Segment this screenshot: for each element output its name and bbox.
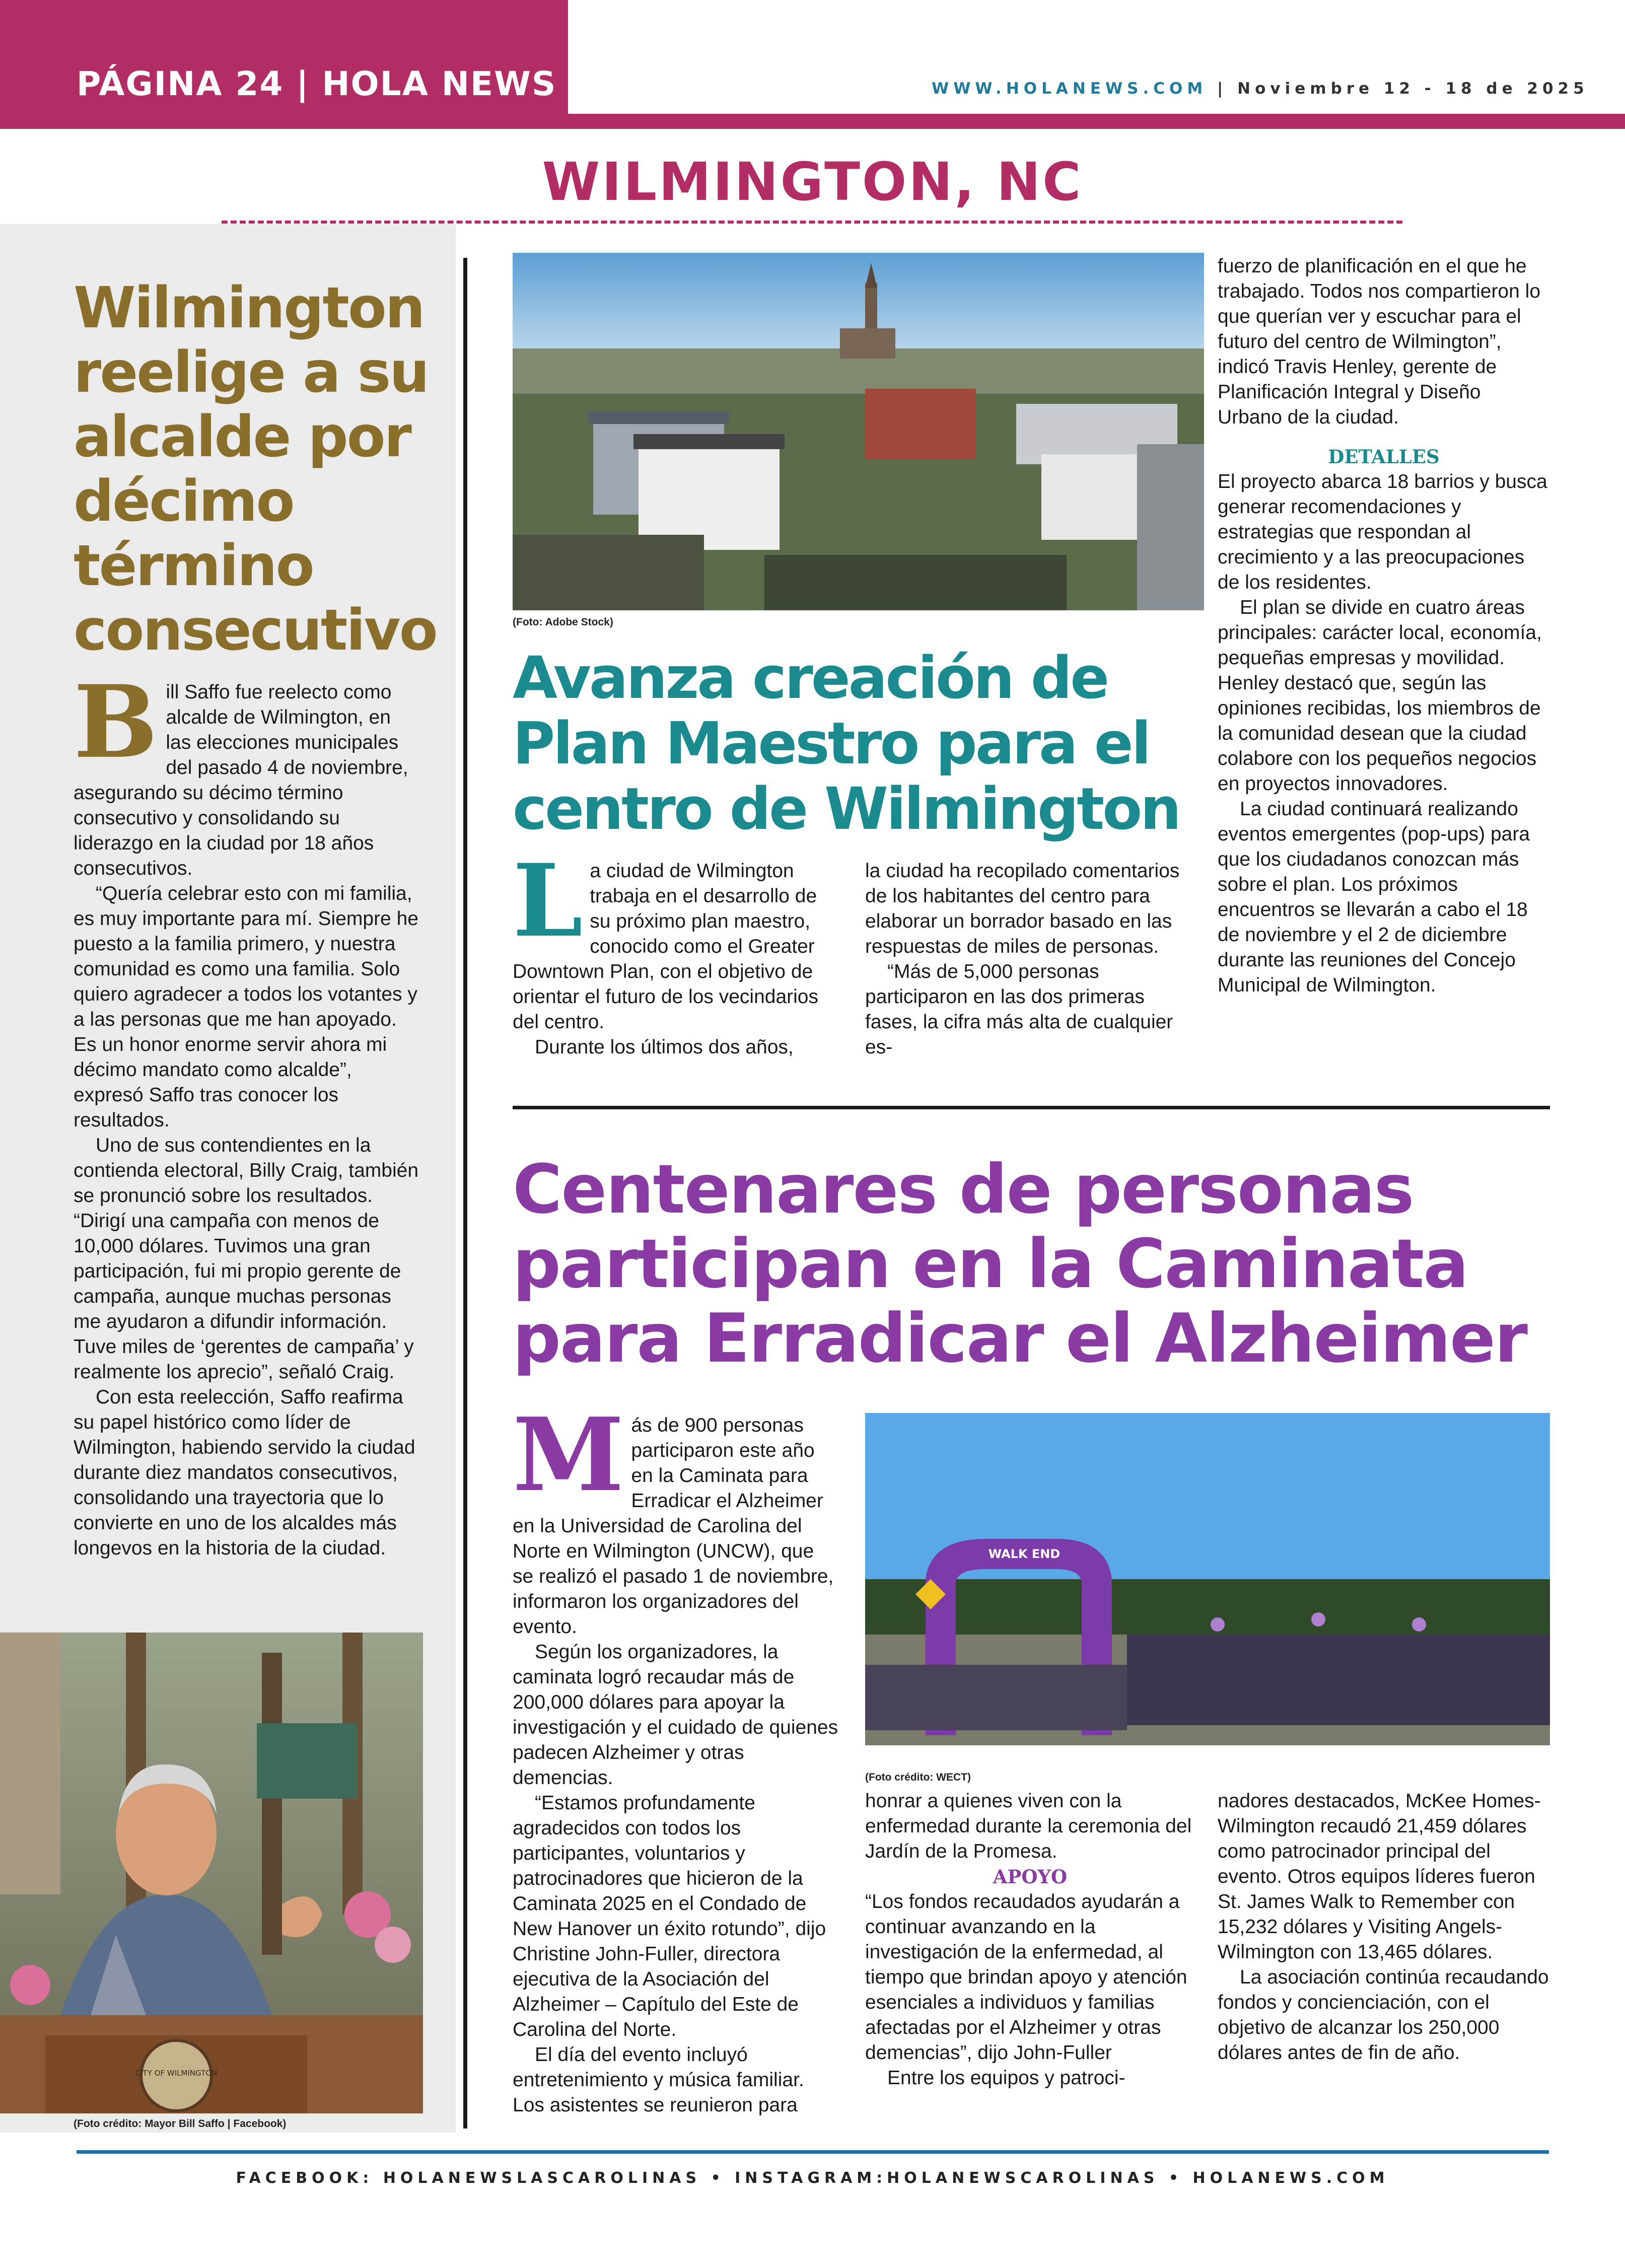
- downtown-photo: [513, 253, 1204, 610]
- article3-paragraph: Entre los equipos y patroci-: [887, 2067, 1125, 2089]
- mayor-photo-caption: (Foto crédito: Mayor Bill Saffo | Facebook): [74, 2118, 287, 2130]
- article1-paragraph: “Quería celebrar esto con mi familia, es muy importante para mí. Siempre he puesto a la familia primero, y nuestra comunidad es como una familia. Solo quiero agradecer a todos los votantes y a las personas que me han apoyado. Es un honor enorme servir ahora mi décimo mandato como alcalde”, expresó Saffo tras conocer los resultados.: [74, 883, 418, 1131]
- article2-headline: Avanza creación de Plan Maestro para el centro de Wilmington: [513, 645, 1180, 843]
- downtown-photo-caption: (Foto: Adobe Stock): [513, 616, 613, 628]
- article2-lead-text: a ciudad de Wilmington trabaja en el desarrollo de su próximo plan maestro, conocido como el Greater Downtown Plan, con el objetivo de orientar el futuro de los vecindarios del centro.: [513, 860, 818, 1033]
- walk-photo: [865, 1413, 1550, 1745]
- article1-lead-text: ill Saffo fue reelecto como alcalde de Wilmington, en las elecciones municipales del pasado 4 de noviembre, asegurando su décimo término consecutivo y consolidando su liderazgo en la ciudad por 18 años consecutivos.: [74, 681, 408, 879]
- article2-col-a: [513, 842, 842, 1060]
- meta-separator: |: [1207, 80, 1238, 98]
- article3-col-c: [1218, 1789, 1550, 2066]
- arch-text: WALK END: [988, 1547, 1061, 1561]
- section-title: WILMINGTON, NC: [542, 151, 1083, 212]
- article1-paragraph: Con esta reelección, Saffo reafirma su papel histórico como líder de Wilmington, habiendo servido la ciudad durante diez mandatos consecutivos, consolidando una trayectoria que lo convierte en uno de los alcaldes más longevos en la historia de la ciudad.: [74, 1386, 415, 1559]
- mayor-photo-image: [0, 1633, 423, 2113]
- article3-paragraph: nadores destacados, McKee Homes-Wilmington recaudó 21,459 dólares como patrocinador principal del evento. Otros equipos líderes fueron St. James Walk to Remember con 15,232 dólares y Visiting Angels-Wilmington con 13,465 dólares.: [1218, 1790, 1541, 1963]
- article3-paragraph: Según los organizadores, la caminata logró recaudar más de 200,000 dólares para apoyar la investigación y el cuidado de quienes padecen Alzheimer y otras demencias.: [513, 1641, 838, 1789]
- article3-lead: [513, 1396, 840, 1640]
- column-divider: [463, 258, 467, 2129]
- article1-body: [74, 663, 421, 1561]
- article2-paragraph: “Más de 5,000 personas participaron en las dos primeras fases, la cifra más alta de cualquier es-: [865, 961, 1173, 1058]
- footer-social: FACEBOOK: HOLANEWSLASCAROLINAS • INSTAGRAM:HOLANEWSCAROLINAS • HOLANEWS.COM: [236, 2169, 1389, 2187]
- issue-date: Noviembre 12 - 18 de 2025: [1237, 80, 1589, 98]
- article2-col-c: [1218, 254, 1550, 998]
- article2-paragraph: la ciudad ha recopilado comentarios de los habitantes del centro para elaborar un borrador basado en las respuestas de miles de personas.: [865, 860, 1180, 957]
- article2-subhead: DETALLES: [1328, 446, 1440, 468]
- article3-paragraph: El día del evento incluyó entretenimiento y música familiar. Los asistentes se reunieron para: [513, 2044, 804, 2116]
- downtown-photo-image: [513, 253, 1204, 610]
- article2-paragraph: El proyecto abarca 18 barrios y busca generar recomendaciones y estrategias que respondan al crecimiento y a las preocupaciones de los residentes.: [1218, 471, 1547, 593]
- article3-dropcap: M: [513, 1396, 624, 1514]
- article1-lead: [74, 663, 421, 881]
- mayor-photo: [0, 1633, 423, 2113]
- walk-photo-image: [865, 1413, 1550, 1745]
- footer-rule: [77, 2150, 1549, 2154]
- article2-paragraph: La ciudad continuará realizando eventos emergentes (pop-ups) para que los ciudadanos conozcan más sobre el plan. Los próximos encuentros se llevarán a cabo el 18 de noviembre y el 2 de diciembre durante las reuniones del Concejo Municipal de Wilmington.: [1218, 798, 1530, 996]
- header-rule: [0, 114, 1625, 129]
- article2-paragraph: Durante los últimos dos años,: [535, 1036, 794, 1058]
- article3-paragraph: “Estamos profundamente agradecidos con todos los participantes, voluntarios y patrocinadores que hicieron de la Caminata 2025 en el Condado de New Hanover un éxito rotundo”, dijo Christine John-Fuller, directora ejecutiva de la Asociación del Alzheimer – Capítulo del Este de Carolina del Norte.: [513, 1792, 826, 2040]
- page-header-tab: [0, 0, 568, 114]
- article1-headline: Wilmington reelige a su alcalde por décimo término consecutivo: [74, 275, 437, 663]
- podium-seal-text: CITY OF WILMINGTON: [135, 2069, 218, 2078]
- article3-paragraph: “Los fondos recaudados ayudarán a continuar avanzando en la investigación de la enfermedad, al tiempo que brindan apoyo y atención esenciales a individuos y familias afectadas por el Alzheimer y otras demencias”, dijo John-Fuller: [865, 1891, 1187, 2064]
- article2-paragraph: fuerzo de planificación en el que he trabajado. Todos nos compartieron lo que querían ver y escuchar para el futuro del centro de Wilmington”, indicó Travis Henley, gerente de Planificación Integral y Diseño Urbano de la ciudad.: [1218, 255, 1541, 428]
- article2-lead: [513, 842, 842, 1035]
- article3-col-a: [513, 1396, 840, 2118]
- article1-paragraph: Uno de sus contendientes en la contienda electoral, Billy Craig, también se pronunció sobre los resultados. “Dirigí una campaña con menos de 10,000 dólares. Tuvimos una gran participación, fui mi propio gerente de campaña, aunque muchas personas me ayudaron a difundir información. Tuve miles de ‘gerentes de campaña’ y realmente los aprecio”, señaló Craig.: [74, 1135, 419, 1383]
- page-label: PÁGINA 24 | HOLA NEWS: [77, 64, 557, 103]
- article-divider: [513, 1106, 1550, 1109]
- article3-lead-text: ás de 900 personas participaron este año en la Caminata para Erradicar el Alzheimer en la Universidad de Carolina del Norte en Wilmington (UNCW), que se realizó el pasado 1 de noviembre, informaron los organizadores del evento.: [513, 1414, 834, 1638]
- article3-subhead: APOYO: [993, 1866, 1068, 1888]
- walk-photo-caption: (Foto crédito: WECT): [865, 1771, 971, 1783]
- article2-paragraph: El plan se divide en cuatro áreas principales: carácter local, economía, pequeñas empresas y movilidad. Henley destacó que, según las opiniones recibidas, los miembros de la comunidad desean que la ciudad colabore con los pequeños negocios en proyectos innovadores.: [1218, 597, 1542, 795]
- article3-paragraph: La asociación continúa recaudando fondos y concienciación, con el objetivo de alcanzar los 250,000 dólares antes de fin de año.: [1218, 1966, 1549, 2064]
- header-meta: [932, 80, 1589, 98]
- site-url[interactable]: WWW.HOLANEWS.COM: [932, 80, 1208, 98]
- article2-col-b: [865, 859, 1192, 1060]
- article1-dropcap: B: [74, 663, 158, 781]
- article3-headline: Centenares de personas participan en la Caminata para Erradicar el Alzheimer: [513, 1150, 1527, 1378]
- article2-dropcap: L: [513, 842, 583, 959]
- article3-paragraph: honrar a quienes viven con la enfermedad durante la ceremonia del Jardín de la Promesa.: [865, 1790, 1192, 1862]
- article3-col-b: [865, 1789, 1195, 2091]
